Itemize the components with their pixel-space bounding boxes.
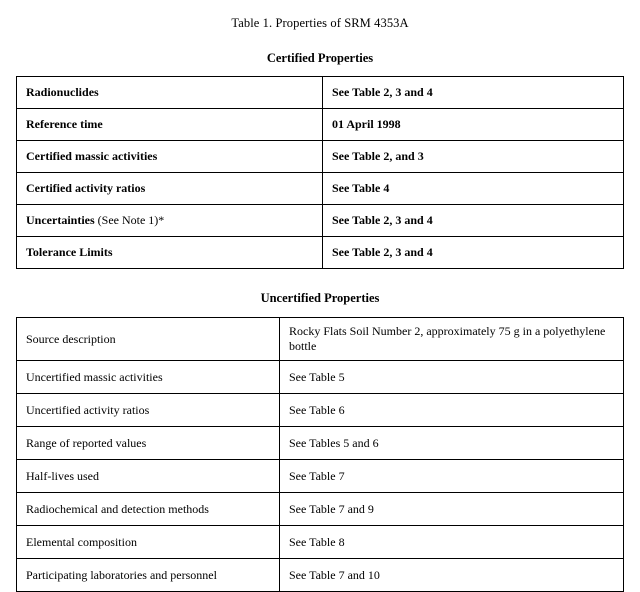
- row-label-cell: [17, 141, 323, 173]
- table-row: [17, 205, 624, 237]
- certified-properties-table: [16, 76, 624, 269]
- row-label-cell: [17, 237, 323, 269]
- row-value-cell: See Table 2, 3 and 4: [323, 77, 624, 109]
- table-row: [17, 237, 624, 269]
- uncertified-properties-table: [16, 317, 624, 592]
- table-row: [17, 427, 624, 460]
- row-value-cell: See Table 7 and 9: [280, 493, 624, 526]
- row-label-cell: Elemental composition: [17, 526, 280, 559]
- row-label: Reference time: [26, 117, 103, 131]
- table-row: [17, 559, 624, 592]
- row-label-cell: Half-lives used: [17, 460, 280, 493]
- table-row: [17, 109, 624, 141]
- row-value-cell: See Table 6: [280, 394, 624, 427]
- row-label-cell: Source description: [17, 318, 280, 361]
- row-label-cell: [17, 205, 323, 237]
- table-row: [17, 493, 624, 526]
- row-value-cell: See Table 4: [323, 173, 624, 205]
- certified-properties-heading: Certified Properties: [266, 51, 374, 65]
- row-label-suffix: (See Note 1)*: [94, 213, 165, 227]
- row-value-cell: See Table 5: [280, 361, 624, 394]
- row-label: Uncertainties: [26, 213, 95, 227]
- table-row: [17, 141, 624, 173]
- table-row: [17, 173, 624, 205]
- table-row: [17, 77, 624, 109]
- row-value-cell: See Table 2, 3 and 4: [323, 237, 624, 269]
- row-label-cell: Uncertified activity ratios: [17, 394, 280, 427]
- row-value-cell: 01 April 1998: [323, 109, 624, 141]
- table-row: [17, 394, 624, 427]
- row-value-cell: Rocky Flats Soil Number 2, approximately 75 g in a polyethylene bottle: [280, 318, 624, 361]
- row-label-cell: [17, 77, 323, 109]
- row-value-cell: See Table 2, and 3: [323, 141, 624, 173]
- row-label-cell: [17, 173, 323, 205]
- row-label-cell: [17, 109, 323, 141]
- table-row: [17, 361, 624, 394]
- row-label-cell: Uncertified massic activities: [17, 361, 280, 394]
- table-row: [17, 526, 624, 559]
- row-label: Tolerance Limits: [26, 245, 113, 259]
- row-label: Radionuclides: [26, 85, 99, 99]
- table-row: [17, 318, 624, 361]
- row-value-cell: See Tables 5 and 6: [280, 427, 624, 460]
- row-value-cell: See Table 2, 3 and 4: [323, 205, 624, 237]
- table-caption: Table 1. Properties of SRM 4353A: [231, 16, 409, 30]
- row-label: Certified massic activities: [26, 149, 158, 163]
- uncertified-properties-heading: Uncertified Properties: [260, 291, 380, 305]
- row-value-cell: See Table 7 and 10: [280, 559, 624, 592]
- row-value-cell: See Table 8: [280, 526, 624, 559]
- row-label-cell: Range of reported values: [17, 427, 280, 460]
- row-label-cell: Radiochemical and detection methods: [17, 493, 280, 526]
- table-row: [17, 460, 624, 493]
- row-value-cell: See Table 7: [280, 460, 624, 493]
- row-label-cell: Participating laboratories and personnel: [17, 559, 280, 592]
- row-label: Certified activity ratios: [26, 181, 146, 195]
- document-page: [0, 16, 640, 582]
